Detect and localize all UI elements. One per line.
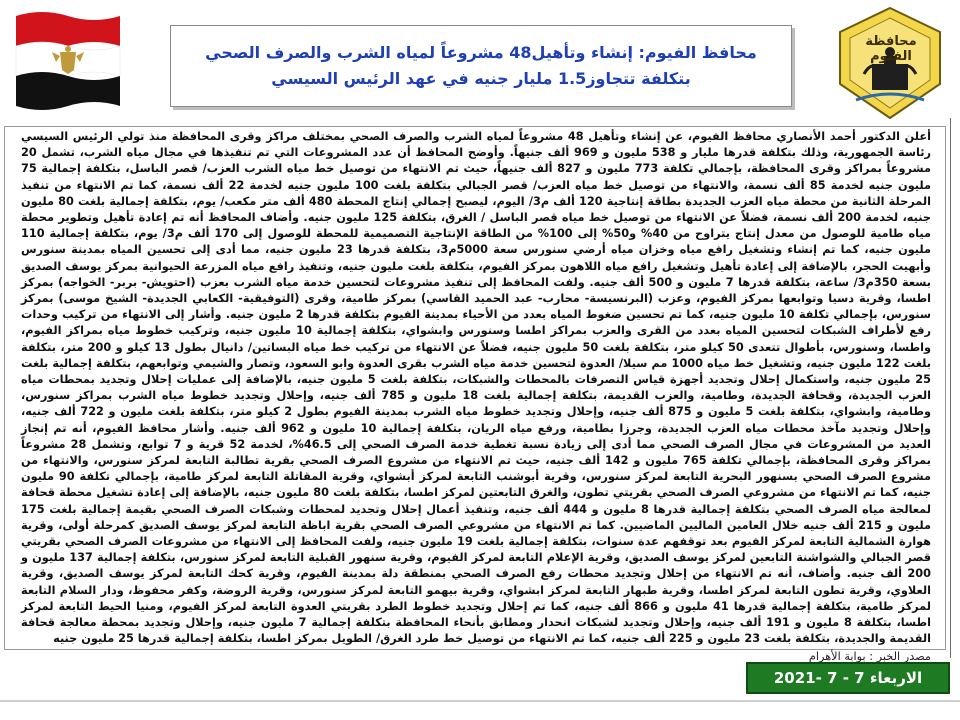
date-badge [746, 662, 950, 694]
article-text-container [21, 129, 932, 663]
headline: محافظ الفيوم: إنشاء وتأهيل48 مشروعاً لمياه الشرب والصرف الصحي بتكلفة تتجاوز1.5 مليار جنيه في عهد الرئيس السيسي [205, 43, 757, 88]
article-body: أعلن الدكتور أحمد الأنصاري محافظ الفيوم، عن إنشاء وتأهيل 48 مشروعاً لمياه الشرب والصرف الصحي بمختلف مراكز وقرى المحافظة منذ تولي الرئيس السيسي رئاسة الجمهورية، وذلك بتكلفة قدرها مليار و 538 مليون و 969 ألف جنيهاً. وأوضح المحافظ أن عدد المشروعات التي تم تنفيذها في مجال مياه الشرب، تشمل 20 مشروعاً بمراكز وقرى المحافظة، بإجمالي تكلفة 773 مليون و 827 ألف جنيهاً، حيث تم الانتهاء من توصيل خط مياه الشرب العزب/ قصر الباسل، بتكلفة إجمالية 75 مليون جنيه لخدمة 85 ألف نسمة، والانتهاء من توصيل خط مياه العزب/ قصر الجبالي بتكلفة بلغت 100 مليون جنيه لخدمة 22 ألف نسمة، كما تم الانتهاء من تنفيذ المرحلة الثانية من محطة مياه العزب الجديدة بطاقة إنتاجية 120 ألف م3/ اليوم، ليصبح إجمالي إنتاج المحطة 480 ألف متر مكعب/ يوم، بتكلفة إجمالية بلغت 80 مليون جنيه، لخدمة 200 ألف نسمة، فضلاً عن الانتهاء من توصيل خط مياه قصر الباسل / الغرق، بتكلفة 125 مليون جنيه. وأضاف المحافظ أنه تم إعادة تأهيل وتطوير محطة مياه طامية للوصول من معدل إنتاج يتراوح من 40% و50% إلى 100% من الطاقة الإنتاجية التصميمية للمحطة للوصول إلى 170 ألف م3/ يوم، بتكلفة إجمالية 110 مليون جنيه، كما تم إنشاء وتشغيل رافع مياه وخزان مياه أرضي سنورس سعة 5000م3، بتكلفة قدرها 23 مليون جنيه، مما أدى إلى تحسين المياه بمدينة سنورس وأبهيت الحجر، بالإضافة إلى إعادة تأهيل وتشغيل رافع مياه اللاهون بمركز الفيوم، بتكلفة بلغت مليون جنيه، وتنفيذ رافع مياه المزرعة الحيوانية بمركز يوسف الصديق بسعة 350م3/ ساعة، بتكلفة قدرها 7 مليون و 500 ألف جنيه. ولفت المحافظ إلى تنفيذ مشروعات لتحسين خدمة مياه الشرب بعزب (احتويش- بربر- الخواجه) بمركز اطسا، وقرية دسيا وتوابعها بمركز الفيوم، وعزب (البرنسيسة- محارب- عبد الحميد القاسي) بمركز طامية، وقرى (التوفيقية- الكعابي الجديدة- الشيخ موسى) بمركز سنورس، بإجمالي تكلفة 10 مليون جنيه، كما تم تحسين ضغوط المياه بعدد من الأحياء بمدينة الفيوم بتكلفة قدرها 2 مليون جنيه. وأشار إلى الانتهاء من تركيب وحدات رفع لأطراف الشبكات لتحسين المياه بعدد من القرى والعزب بمراكز اطسا وسنورس وابشواي، بتكلفة إجمالية 10 مليون جنيه، وتركيب خطوط مياه بمراكز الفيوم، واطسا، وسنورس، بأطوال تتعدى 50 كيلو متر، بتكلفة بلغت 50 مليون جنيه، فضلاً عن الانتهاء من تركيب خط مياه البساتين/ دانيال بطول 13 كيلو و 200 متر، بتكلفة بلغت 122 مليون جنيه، وتشغيل خط مياه 1000 مم سيلا/ العدوة لتحسين خدمة مياه الشرب بقرى العدوة وابو السعود، وتصار والشيمي وتوابعهم، بتكلفة إجمالية بلغت 25 مليون جنيه، واستكمال إحلال وتجديد أجهزة قياس التصرفات بالمحطات والشبكات، بتكلفة بلغت 5 مليون جنيه، بالإضافة إلى عمليات إحلال وتجديد بمحطات مياه العزب الجديدة، وقحافة الجديدة، وطامية، والعزب القديمة، بتكلفة إجمالية بلغت 18 مليون و 785 ألف جنيه، وإحلال وتجديد خطوط مياه الشرب بمراكز سنورس، وطامية، وابشواي، بتكلفة بلغت 5 مليون و 875 ألف جنيه، وإحلال وتجديد خطوط مياه الشرب بمدينة الفيوم بطول 2 كيلو متر، بتكلفة بلغت مليون و 722 ألف جنيه، وإحلال وتجديد مآخذ محطات مياه العزب الجديدة، وجرزا بطامية، ورفع مياه الريان، بتكلفة إجمالية 10 مليون و 962 ألف جنيه. وأشار محافظ الفيوم، أنه تم إنجاز العديد من المشروعات في مجال الصرف الصحي مما أدى إلى زيادة نسبة تغطية خدمة الصرف الصحي إلى 46.5%، لخدمة 52 قرية و 7 توابع، وتشمل 28 مشروعاً بمراكز وقرى المحافظة، بإجمالي تكلفة 765 مليون و 142 ألف جنيه، حيث تم الانتهاء من مشروع الصرف الصحي بقرية تطالبة التابعة لمركز سنورس، والانتهاء من مشروع الصرف الصحي بسنهور البحرية التابعة لمركز سنورس، وقرية أبوشنب التابعة لمركز أبشواي، وقرية المقاتلة التابعة لمركز طامية، بإجمالي تكلفة 90 مليون جنيه، كما تم الانتهاء من مشروعي الصرف الصحي بقريتي تطون، والغرق التابعتين لمركز اطسا، بتكلفة بلغت 80 مليون جنيه، بالإضافة إلى إعادة تشغيل محطة قحافة لمعالجة مياه الصرف الصحي بتكلفة إجمالية قدرها 8 مليون و 444 ألف جنيه، وتنفيذ أعمال إحلال وتجديد لمحطات وشبكات الصرف الصحي بقيمة إجمالية بلغت 175 مليون و 215 ألف جنيه خلال العامين الماليين الماضيين. كما تم الانتهاء من مشروعي الصرف الصحي بقرية اباظة التابعة لمركز يوسف الصديق كمرحلة أولى، وقرية هوارة الشمالية التابعة لمركز الفيوم بعد توقفهم عدة سنوات، بتكلفة إجمالية بلغت 19 مليون جنيه، ولفت المحافظ إلى الانتهاء من مشروعات الصرف الصحي بقريتي قصر الجبالي والشواشنة التابعين لمركز يوسف الصديق، وقرية الإعلام التابعة لمركز الفيوم، وقرية سنهور القبلية التابعة لمركز سنورس، بتكلفة إجمالية 137 مليون و 200 ألف جنيه. وأضاف، أنه تم الانتهاء من إحلال وتجديد محطات رفع الصرف الصحي بمنطقة دلة بمدينة الفيوم، وقرية كحك التابعة لمركز يوسف الصديق، وقرية العلاوي، وقرية تطون التابعة لمركز اطسا، وقرية طبهار التابعة لمركز ابشواي، وقرية بيهمو التابعة لمركز سنورس، وقرية الروضة، وكفر محفوظ، ودار السلام التابعة لمركز طامية، بتكلفة إجمالية قدرها 41 مليون و 866 ألف جنيه، كما تم إحلال وتجديد خطوط الطرد بقريتي العدوة التابعة لمركز الفيوم، ومنيا الحيط التابعة لمركز اطسا، بتكلفة 8 مليون و 191 ألف جنيه، وإحلال وتجديد لشبكات انحدار ومطابق بأنحاء المحافظة بتكلفة إجمالية 7 مليون جنيه، وإحلال وتجديد بمحطة معالجة قحافة القديمة والجديدة، بتكلفة بلغت 23 مليون و 225 ألف جنيه، كما تم الانتهاء من توصيل خط طرد الغرق/ الطويل بمركز اطسا، بتكلفة إجمالية قدرها 25 مليون جنيه [21, 130, 932, 646]
header-banner [170, 25, 792, 107]
egypt-flag-icon [12, 6, 124, 118]
vertical-divider [950, 118, 951, 658]
logo-label: محافظة الفيوم [865, 34, 917, 64]
article-box [4, 126, 946, 663]
article-source: مصدر الخبر : بوابة الأهرام [808, 649, 931, 663]
date-text: الاربعاء 7 - 7 -2021 [773, 669, 923, 687]
bottom-divider [0, 700, 960, 702]
